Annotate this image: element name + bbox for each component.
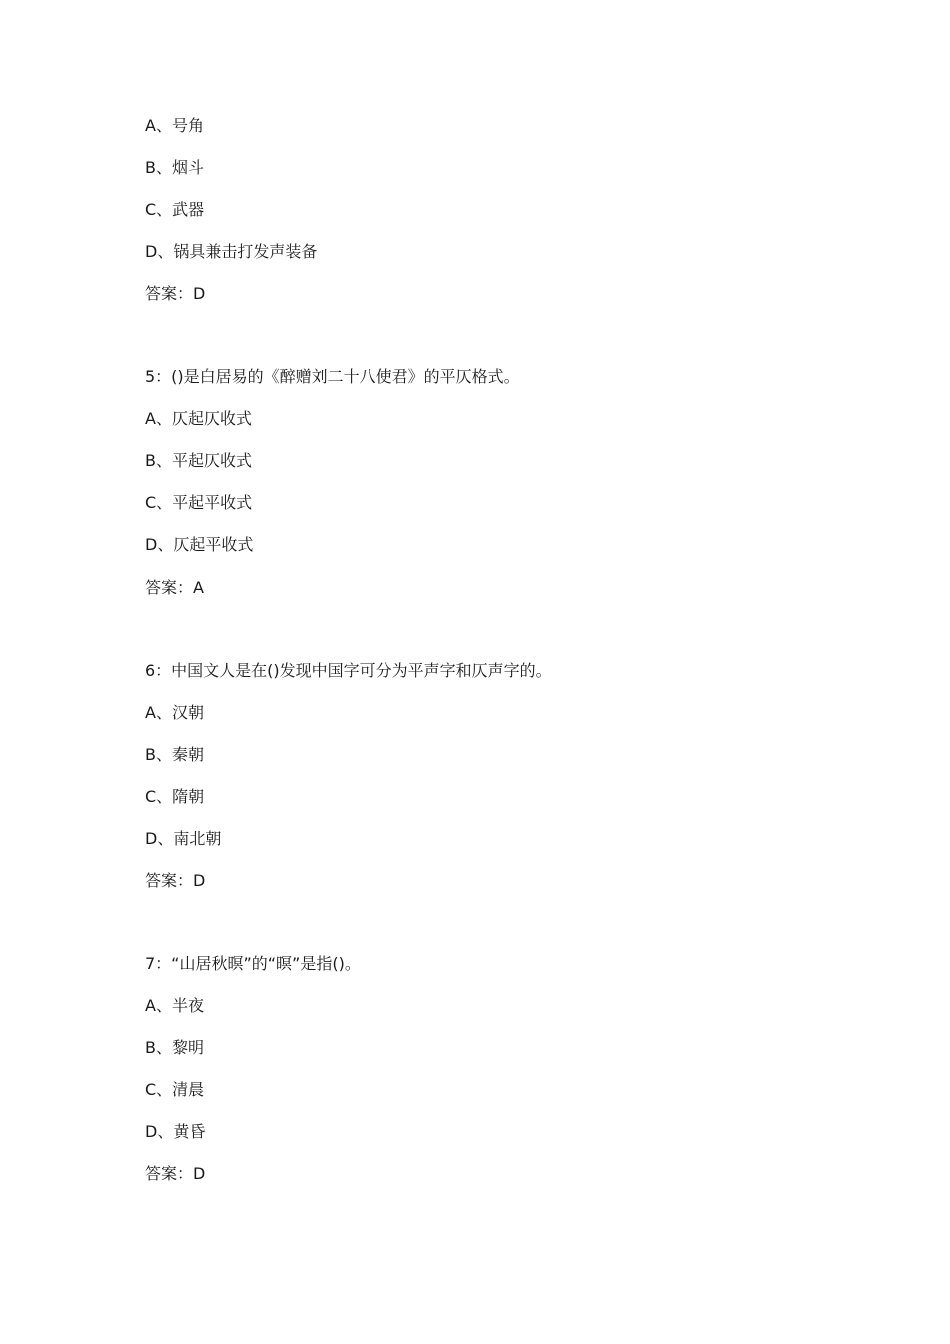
- q4-answer: 答案：D: [145, 284, 206, 303]
- q6-answer: 答案：D: [145, 871, 206, 890]
- q4-option-d: D、锅具兼击打发声装备: [145, 242, 318, 261]
- q6-question: 6：中国文人是在()发现中国字可分为平声字和仄声字的。: [145, 661, 552, 680]
- q7-option-d: D、黄昏: [145, 1122, 206, 1141]
- q7-question: 7：“山居秋暝”的“暝”是指()。: [145, 954, 361, 973]
- q4-option-b: B、烟斗: [145, 158, 204, 177]
- q6-option-c: C、隋朝: [145, 787, 205, 806]
- q5-option-a: A、仄起仄收式: [145, 409, 252, 428]
- q5-option-b: B、平起仄收式: [145, 451, 252, 470]
- q7-option-b: B、黎明: [145, 1038, 204, 1057]
- q6-option-d: D、南北朝: [145, 829, 222, 848]
- q5-option-d: D、仄起平收式: [145, 535, 254, 554]
- q5-answer: 答案：A: [145, 578, 204, 597]
- q7-option-c: C、清晨: [145, 1080, 205, 1099]
- q4-option-a: A、号角: [145, 116, 204, 135]
- q4-option-c: C、武器: [145, 200, 205, 219]
- q7-answer: 答案：D: [145, 1164, 206, 1183]
- q5-question: 5：()是白居易的《醉赠刘二十八使君》的平仄格式。: [145, 367, 520, 386]
- q6-option-a: A、汉朝: [145, 703, 204, 722]
- q5-option-c: C、平起平收式: [145, 493, 253, 512]
- q7-option-a: A、半夜: [145, 996, 204, 1015]
- q6-option-b: B、秦朝: [145, 745, 204, 764]
